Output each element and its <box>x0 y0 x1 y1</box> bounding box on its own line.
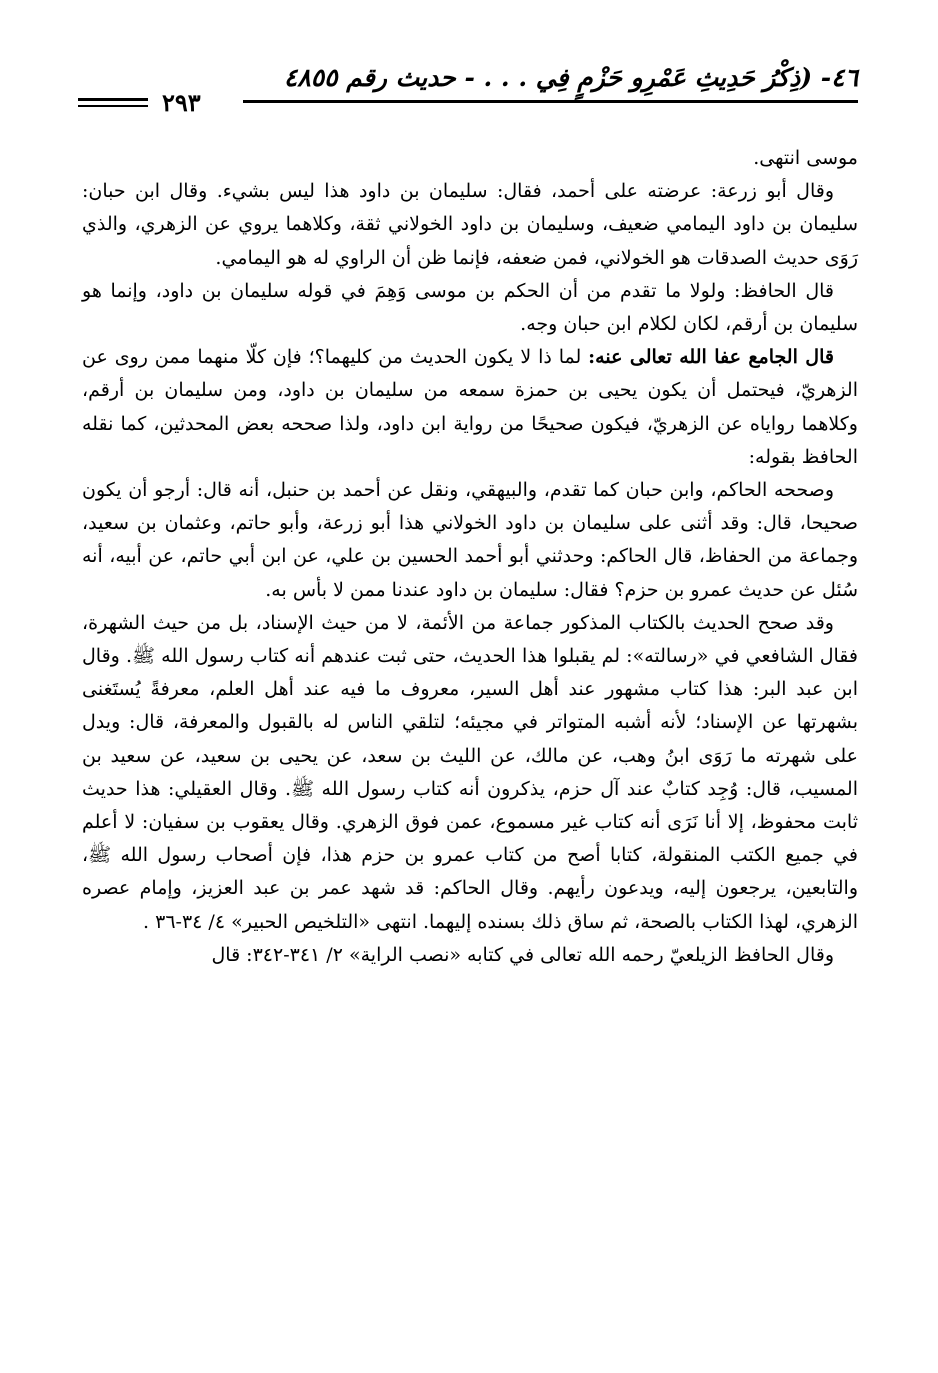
page-header <box>78 62 858 122</box>
body-text <box>82 142 858 972</box>
header-rule <box>243 100 858 103</box>
paragraph-2 <box>82 175 858 275</box>
paragraph-text: وقال أبو زرعة: عرضته على أحمد، فقال: سليمان بن داود هذا ليس بشيء. وقال ابن حبان: سليمان بن داود اليمامي ضعيف، وسليمان بن داود الخولاني ثقة، وكلاهما يروي عن الزهري، والذي رَوَى حديث الصدقات هو الخولاني، فمن ضعفه، فإنما ظن أن الراوي له هو اليمامي. <box>82 180 858 269</box>
paragraph-text: وقد صحح الحديث بالكتاب المذكور جماعة من الأئمة، لا من حيث الإسناد، بل من حيث الشهرة، فقال الشافعي في «رسالته»: لم يقبلوا هذا الحديث، حتى ثبت عندهم أنه كتاب رسول الله ﷺ. وقال ابن عبد البر: هذا كتاب مشهور عند أهل السير، معروف ما فيه عند أهل العلم، معرفةً يُستَغنى بشهرتها عن الإسناد؛ لأنه أشبه المتواتر في مجيئه؛ لتلقي الناس له بالقبول والمعرفة، قال: ويدل على شهرته ما رَوَى ابنُ وهب، عن مالك، عن الليث بن سعد، عن يحيى بن سعيد، عن سعيد بن المسيب، قال: وُجِد كتابٌ عند آل حزم، يذكرون أنه كتاب رسول الله ﷺ. وقال العقيلي: هذا حديث ثابت محفوظ، إلا أنا نَرَى أنه كتاب غير مسموع، عمن فوق الزهري. وقال يعقوب بن سفيان: لا أعلم في جميع الكتب المنقولة، كتابا أصح من كتاب عمرو بن حزم هذا، فإن أصحاب رسول الله ﷺ، والتابعين، يرجعون إليه، ويدعون رأيهم. وقال الحاكم: قد شهد عمر بن عبد العزيز، وإمام عصره الزهري، لهذا الكتاب بالصحة، ثم ساق ذلك بسنده إليهما. انتهى «التلخيص الحبير» ٤/ ٣٤-٣٦ . <box>82 611 858 933</box>
paragraph-3 <box>82 275 858 341</box>
paragraph-7 <box>82 939 858 972</box>
paragraph-6 <box>82 607 858 939</box>
paragraph-1 <box>82 142 858 175</box>
paragraph-4 <box>82 341 858 474</box>
page-number-rule-bottom <box>78 105 148 107</box>
compiler-note-lead: قال الجامع عفا الله تعالى عنه: <box>588 346 834 369</box>
paragraph-5 <box>82 474 858 607</box>
running-title: ٤٦- (ذِكْرُ حَدِيثِ عَمْرِو حَزْمٍ فِي . . . - حديث رقم ٤٨٥٥ <box>283 63 858 92</box>
page-number-rule-top <box>78 98 148 101</box>
paragraph-text: موسى انتهى. <box>753 147 858 169</box>
paragraph-text: وقال الحافظ الزيلعيّ رحمه الله تعالى في كتابه «نصب الراية» ٢/ ٣٤١-٣٤٢: قال <box>211 943 834 966</box>
paragraph-text: قال الحافظ: ولولا ما تقدم من أن الحكم بن موسى وَهِمَ في قوله سليمان بن داود، وإنما هو سليمان بن أرقم، لكان لكلام ابن حبان وجه. <box>82 279 858 336</box>
paragraph-text: لما ذا لا يكون الحديث من كليهما؟؛ فإن كلّا منهما ممن روى عن الزهريّ، فيحتمل أن يكون يحيى بن حمزة سمعه من سليمان بن داود، ومن سليمان بن أرقم، وكلاهما رواياه عن الزهريّ، فيكون صحيحًا من رواية ابن داود، ولذا صححه بعض المحدثين، كما نقله الحافظ بقوله: <box>82 346 858 468</box>
paragraph-text: وصححه الحاكم، وابن حبان كما تقدم، والبيهقي، ونقل عن أحمد بن حنبل، أنه قال: أرجو أن يكون صحيحا، قال: وقد أثنى على سليمان بن داود الخولاني هذا أبو زرعة، وأبو حاتم، وعثمان بن سعيد، وجماعة من الحفاظ، قال الحاكم: وحدثني أبو أحمد الحسين بن علي، عن ابن أبي حاتم، عن أبيه، أنه سُئل عن حديث عمرو بن حزم؟ فقال: سليمان بن داود عندنا ممن لا بأس به. <box>82 479 858 601</box>
page-number: ٢٩٣ <box>162 88 201 117</box>
